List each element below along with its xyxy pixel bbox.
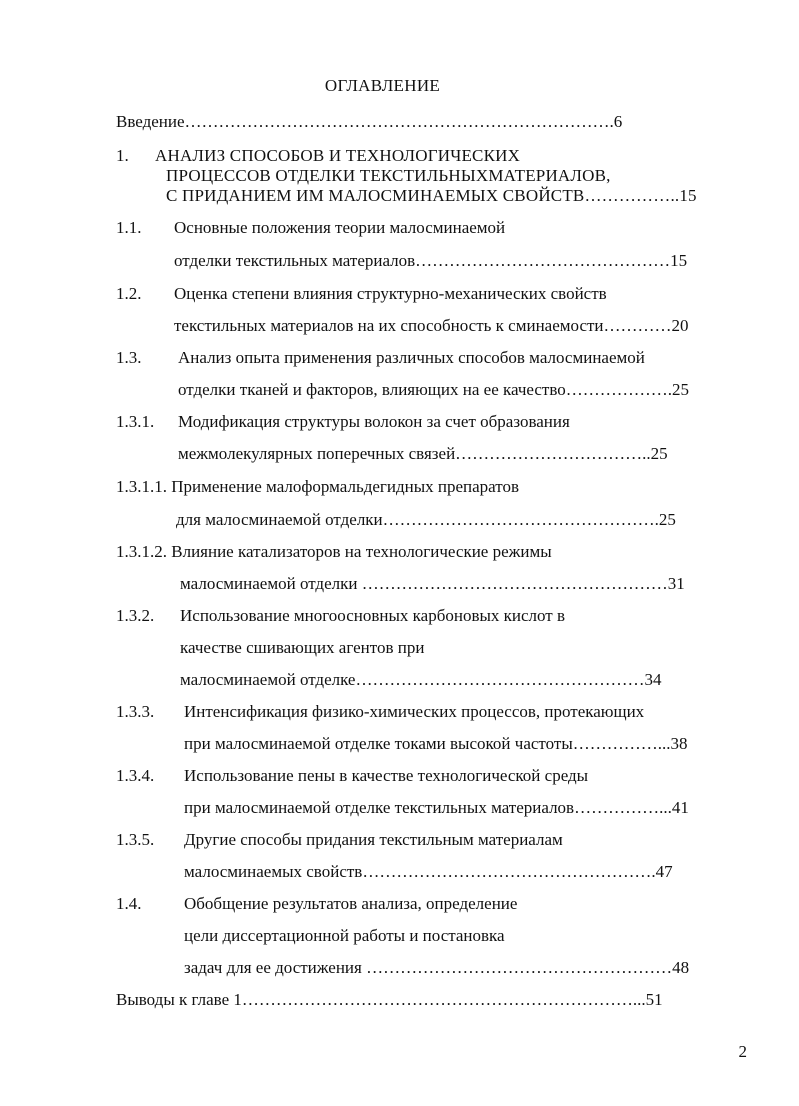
toc-line: задач для ее достижения ………………………………………………48: [184, 958, 690, 977]
toc-line: малосминаемой отделки ………………………………………………31: [180, 574, 685, 593]
toc-line: для малосминаемой отделки………………………………………….25: [176, 510, 676, 529]
toc-line: Оценка степени влияния структурно-механических свойств: [174, 284, 607, 303]
toc-line: Интенсификация физико-химических процессов, протекающих: [184, 702, 645, 721]
section-number: 1.4.: [116, 894, 142, 913]
section-number: 1.3.3.: [116, 702, 155, 721]
toc-line: Анализ опыта применения различных способов малосминаемой: [178, 348, 645, 367]
toc-line: АНАЛИЗ СПОСОБОВ И ТЕХНОЛОГИЧЕСКИХ: [155, 146, 521, 165]
toc-line: ПРОЦЕССОВ ОТДЕЛКИ ТЕКСТИЛЬНЫХМАТЕРИАЛОВ,: [166, 166, 611, 185]
toc-line: С ПРИДАНИЕМ ИМ МАЛОСМИНАЕМЫХ СВОЙСТВ……………..15: [166, 186, 697, 205]
toc-line: Использование пены в качестве технологической среды: [184, 766, 589, 785]
section-number: 1.3.1.: [116, 412, 155, 431]
toc-line: отделки тканей и факторов, влияющих на ее качество……………….25: [178, 380, 690, 399]
toc-line: Обобщение результатов анализа, определение: [184, 894, 518, 913]
toc-line: межмолекулярных поперечных связей……………………………..25: [178, 444, 668, 463]
toc-line: текстильных материалов на их способность к сминаемости…………20: [174, 316, 689, 335]
section-number: 1.3.2.: [116, 606, 155, 625]
toc-line: малосминаемых свойств…………………………………………….47: [184, 862, 673, 881]
toc-line: цели диссертационной работы и постановка: [184, 926, 505, 945]
section-number: 1.3.5.: [116, 830, 155, 849]
toc-title: ОГЛАВЛЕНИЕ: [324, 76, 441, 95]
toc-line: 1.3.1.1. Применение малоформальдегидных препаратов: [116, 477, 520, 496]
toc-line: при малосминаемой отделке токами высокой частоты……………...38: [184, 734, 688, 753]
section-number: 1.: [116, 146, 129, 165]
page-number: 2: [738, 1042, 747, 1061]
toc-line: Другие способы придания текстильным материалам: [184, 830, 563, 849]
toc-line: Введение………………………………………………………………….6: [116, 112, 623, 131]
toc-line: отделки текстильных материалов………………………………………15: [174, 251, 688, 270]
toc-line: 1.3.1.2. Влияние катализаторов на технологические режимы: [116, 542, 552, 561]
section-number: 1.3.: [116, 348, 142, 367]
toc-line: малосминаемой отделке……………………………………………34: [180, 670, 662, 689]
section-number: 1.2.: [116, 284, 142, 303]
toc-line: Выводы к главе 1……………………………………………………………...51: [116, 990, 663, 1009]
toc-line: Использование многоосновных карбоновых кислот в: [180, 606, 566, 625]
toc-line: качестве сшивающих агентов при: [180, 638, 425, 657]
section-number: 1.3.4.: [116, 766, 155, 785]
toc-line: при малосминаемой отделке текстильных материалов……………...41: [184, 798, 689, 817]
toc-line: Модификация структуры волокон за счет образования: [178, 412, 570, 431]
toc-line: Основные положения теории малосминаемой: [174, 218, 506, 237]
section-number: 1.1.: [116, 218, 142, 237]
